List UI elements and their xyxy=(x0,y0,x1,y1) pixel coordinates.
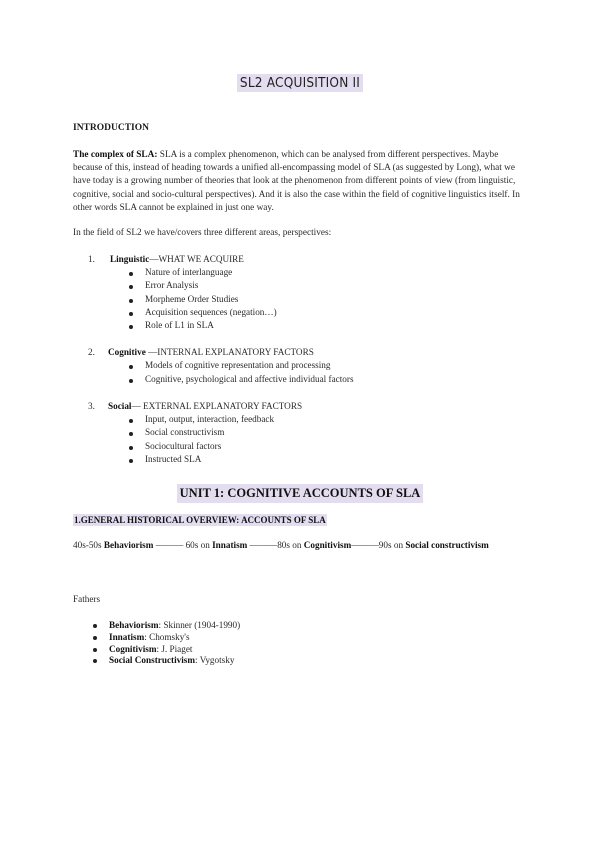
list-item-text: Social constructivism xyxy=(145,427,225,438)
timeline-text: ——— 60s on xyxy=(153,540,213,550)
bullet-icon xyxy=(129,325,133,329)
father-school: Cognitivism xyxy=(109,643,157,654)
timeline-line xyxy=(73,540,489,550)
list-item-text: Role of L1 in SLA xyxy=(145,320,214,331)
area-linguistic xyxy=(73,254,533,333)
list-item-text: Sociocultural factors xyxy=(145,440,222,451)
list-item-text: Morpheme Order Studies xyxy=(145,293,239,304)
father-school: Social Constructivism xyxy=(109,655,196,666)
father-person: : Skinner (1904-1990) xyxy=(158,620,241,630)
timeline-term: Social constructivism xyxy=(405,540,489,550)
document-title: SL2 ACQUISITION II xyxy=(237,74,363,92)
list-item xyxy=(73,294,533,307)
intro-paragraph-lead: The complex of SLA: xyxy=(73,150,158,160)
bullet-icon xyxy=(93,624,97,628)
area-name: Social xyxy=(108,401,132,412)
unit-title-wrapper xyxy=(0,484,600,503)
list-item-text: Acquisition sequences (negation…) xyxy=(145,306,277,317)
areas-intro: In the field of SL2 we have/covers three different areas, perspectives: xyxy=(73,228,332,238)
area-items xyxy=(73,267,533,333)
father-person: : J. Piaget xyxy=(156,643,193,654)
unit-title: UNIT 1: COGNITIVE ACCOUNTS OF SLA xyxy=(177,484,424,503)
area-header xyxy=(73,254,533,267)
list-item xyxy=(73,441,533,454)
list-item-text: Input, output, interaction, feedback xyxy=(145,414,275,425)
section-heading: 1.GENERAL HISTORICAL OVERVIEW: ACCOUNTS OF SLA xyxy=(74,515,326,525)
list-item xyxy=(73,427,533,440)
list-item xyxy=(73,307,533,320)
fathers-list xyxy=(73,620,240,667)
timeline-text: 40s-50s xyxy=(73,540,104,550)
intro-paragraph xyxy=(73,149,528,215)
timeline-term: Innatism xyxy=(212,540,248,550)
area-social xyxy=(73,401,533,467)
timeline-term: Behaviorism xyxy=(103,540,154,550)
area-items xyxy=(73,360,533,387)
fathers-heading: Fathers xyxy=(73,594,101,604)
list-item xyxy=(73,360,533,373)
area-name: Linguistic xyxy=(110,254,150,264)
area-desc: — EXTERNAL EXPLANATORY FACTORS xyxy=(131,401,303,412)
timeline-text: ———90s on xyxy=(351,540,406,550)
bullet-icon xyxy=(129,299,133,303)
bullet-icon xyxy=(93,659,97,663)
bullet-icon xyxy=(129,459,133,463)
bullet-icon xyxy=(93,636,97,640)
list-item xyxy=(73,644,240,656)
list-item-text: Instructed SLA xyxy=(145,453,202,464)
bullet-icon xyxy=(129,272,133,276)
area-items xyxy=(73,414,533,467)
area-number: 3. xyxy=(88,401,95,412)
bullet-icon xyxy=(129,432,133,436)
list-item xyxy=(73,414,533,427)
area-name: Cognitive xyxy=(108,347,146,358)
list-item-text: Error Analysis xyxy=(145,280,199,291)
area-header xyxy=(73,347,533,360)
area-title xyxy=(108,347,314,357)
list-item xyxy=(73,454,533,467)
father-person: : Vygotsky xyxy=(195,655,235,666)
list-item xyxy=(73,655,240,667)
area-desc: —INTERNAL EXPLANATORY FACTORS xyxy=(145,347,314,358)
list-item xyxy=(73,632,240,644)
list-item xyxy=(73,374,533,387)
area-desc: —WHAT WE ACQUIRE xyxy=(149,254,244,264)
list-item-text: Cognitive, psychological and affective individual factors xyxy=(145,373,354,384)
father-school: Behaviorism xyxy=(109,620,159,630)
area-title xyxy=(110,254,244,264)
list-item-text: Nature of interlanguage xyxy=(145,267,233,277)
timeline-term: Cognitivism xyxy=(303,540,352,550)
area-number: 2. xyxy=(88,347,95,358)
intro-paragraph-body: SLA is a complex phenomenon, which can be analysed from different perspectives. Maybe because of this, instead of heading towards a unified all-encompassing model of SLA (as suggested by Long), what we have today is a growing number of theories that look at the phenomenon from different points of view (from linguistic, cognitive, social and socio-cultural perspectives). And it is also the case within the field of cognitive linguistics itself. In other words SLA cannot be explained in just one way. xyxy=(73,150,520,213)
bullet-icon xyxy=(129,285,133,289)
list-item-text: Models of cognitive representation and processing xyxy=(145,360,331,371)
area-header xyxy=(73,401,533,414)
father-person: : Chomsky's xyxy=(144,631,190,642)
list-item xyxy=(73,267,533,280)
bullet-icon xyxy=(129,446,133,450)
list-item xyxy=(73,280,533,293)
father-school: Innatism xyxy=(109,631,145,642)
areas-list xyxy=(73,254,533,467)
area-cognitive xyxy=(73,347,533,387)
timeline-text: ———80s on xyxy=(247,540,304,550)
bullet-icon xyxy=(129,419,133,423)
area-number: 1. xyxy=(88,254,95,264)
bullet-icon xyxy=(93,648,97,652)
intro-heading: INTRODUCTION xyxy=(73,123,150,133)
bullet-icon xyxy=(129,379,133,383)
bullet-icon xyxy=(129,365,133,369)
bullet-icon xyxy=(129,312,133,316)
area-title xyxy=(108,401,302,411)
list-item xyxy=(73,320,533,333)
list-item xyxy=(73,620,240,632)
title-wrapper xyxy=(0,74,600,92)
